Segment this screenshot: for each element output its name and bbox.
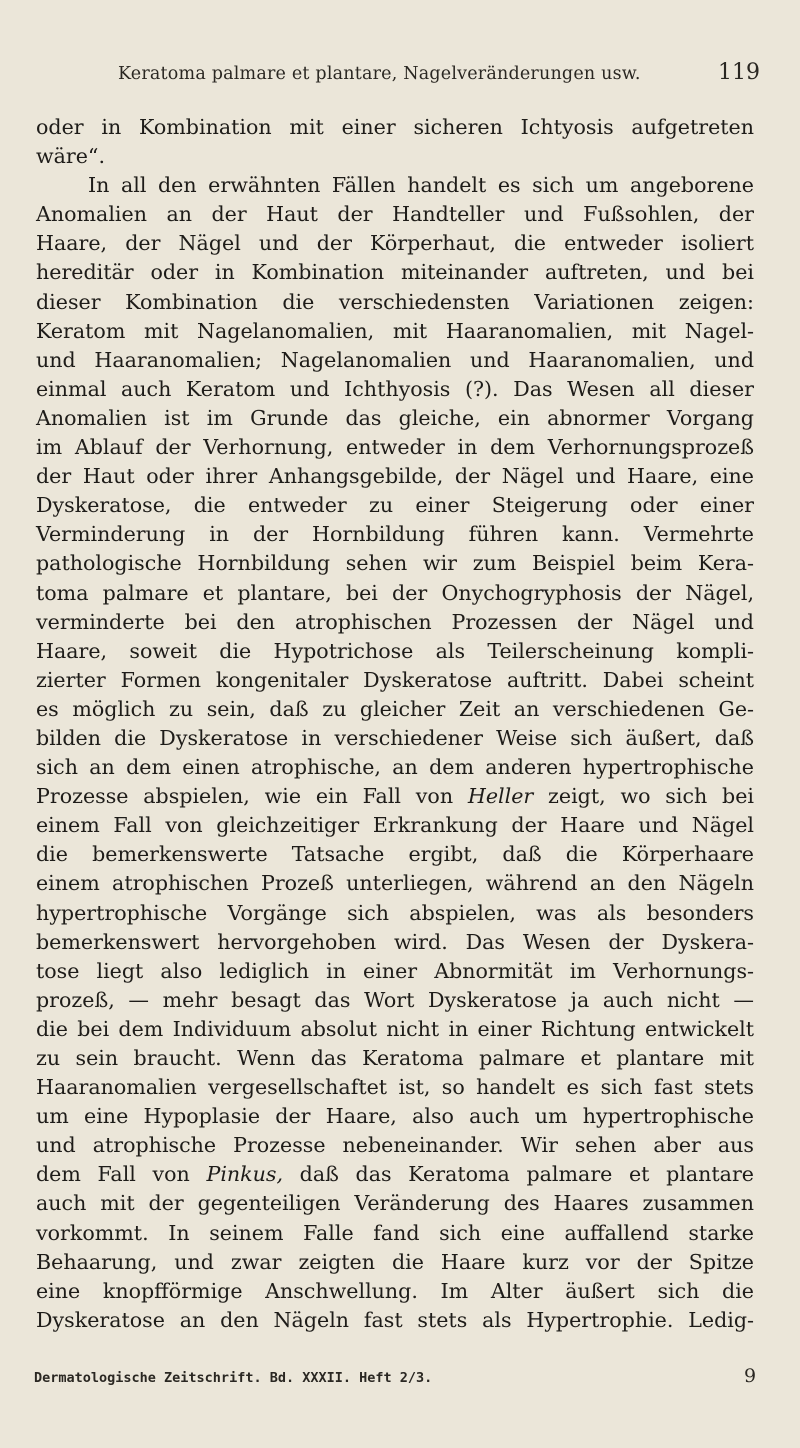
text-segment: zu sein braucht. Wenn das Keratoma palmare et plantare mit — [36, 1046, 754, 1070]
text-segment: daß das Keratoma palmare et plantare — [283, 1162, 754, 1187]
text-line — [36, 1306, 754, 1335]
text-segment: zeigt, wo sich bei — [533, 784, 754, 809]
text-segment: vorkommt. In seinem Falle fand sich eine auffallend starke — [36, 1220, 754, 1245]
text-line — [36, 1189, 754, 1218]
text-segment: verminderte bei den atrophischen Prozessen der Nägel und — [36, 609, 754, 634]
text-segment: Verminderung in der Hornbildung führen kann. Vermehrte — [36, 522, 754, 547]
text-line — [36, 724, 754, 753]
text-segment: einem atrophischen Prozeß unterliegen, während an den Nägeln — [36, 871, 754, 896]
text-segment: einmal auch Keratom und Ichthyosis (?). Das Wesen all dieser — [36, 376, 754, 401]
text-line — [36, 433, 754, 462]
text-segment: Haare, der Nägel und der Körperhaut, die entweder isoliert — [36, 231, 754, 256]
cited-author: Heller — [467, 784, 534, 809]
text-line — [36, 1160, 754, 1189]
text-line — [36, 491, 754, 520]
text-segment: bilden die Dyskeratose in verschiedener Weise sich äußert, daß — [36, 725, 754, 750]
text-segment: auch mit der gegenteiligen Veränderung des Haares zusammen — [36, 1191, 754, 1216]
text-line — [36, 608, 754, 637]
text-segment: zierter Formen kongenitaler Dyskeratose auftritt. Dabei scheint — [36, 667, 754, 692]
text-line — [36, 317, 754, 346]
text-line — [36, 869, 754, 898]
text-segment: sich an dem einen atrophische, an dem anderen hypertrophische — [36, 755, 754, 780]
signature-mark: 9 — [744, 1365, 757, 1387]
text-segment: Anomalien an der Haut der Handteller und Fußsohlen, der — [36, 202, 754, 227]
text-line — [36, 549, 754, 578]
text-line — [36, 637, 754, 666]
text-line — [36, 695, 754, 724]
text-segment: und atrophische Prozesse nebeneinander. Wir sehen aber aus — [36, 1133, 754, 1158]
text-line — [36, 229, 754, 258]
text-segment: einem Fall von gleichzeitiger Erkrankung der Haare und Nägel — [36, 813, 754, 838]
text-segment: es möglich zu sein, daß zu gleicher Zeit an verschiedenen Ge- — [36, 696, 754, 721]
text-segment: Keratom mit Nagelanomalien, mit Haaranomalien, mit Nagel- — [36, 318, 754, 343]
text-line — [36, 753, 754, 782]
text-segment: eine knopfförmige Anschwellung. Im Alter äußert sich die — [36, 1278, 754, 1303]
text-line — [36, 520, 754, 549]
text-segment: oder in Kombination mit einer sicheren Ichtyosis aufgetreten — [36, 115, 754, 139]
text-segment: um eine Hypoplasie der Haare, also auch um hypertrophische — [36, 1104, 754, 1129]
text-line — [36, 1131, 754, 1160]
text-line — [36, 782, 754, 811]
text-segment: Behaarung, und zwar zeigten die Haare kurz vor der Spitze — [36, 1249, 754, 1274]
text-line — [36, 957, 754, 986]
text-segment: hypertrophische Vorgänge sich abspielen, was als besonders — [36, 900, 754, 925]
text-segment: Haare, soweit die Hypotrichose als Teilerscheinung kompli- — [36, 638, 754, 663]
text-segment: Dyskeratose, die entweder zu einer Steigerung oder einer — [36, 493, 754, 518]
text-line — [36, 1248, 754, 1277]
text-line — [36, 1219, 754, 1248]
text-line — [36, 142, 754, 171]
text-line — [36, 899, 754, 928]
text-line — [36, 375, 754, 404]
text-line — [36, 579, 754, 608]
text-line — [36, 811, 754, 840]
text-segment: und Haaranomalien; Nagelanomalien und Haaranomalien, und — [36, 347, 754, 372]
footer-journal-reference: Dermatologische Zeitschrift. Bd. XXXII. Heft 2/3. — [34, 1370, 433, 1386]
text-segment: hereditär oder in Kombination miteinander auftreten, und bei — [36, 260, 754, 285]
text-line — [36, 113, 754, 142]
text-segment: tose liegt also lediglich in einer Abnormität im Verhornungs- — [36, 958, 754, 983]
text-line — [36, 462, 754, 491]
text-segment: prozeß, — mehr besagt das Wort Dyskeratose ja auch nicht — — [36, 987, 754, 1012]
text-line — [36, 986, 754, 1015]
text-segment: In all den erwähnten Fällen handelt es sich um angeborene — [88, 173, 754, 198]
text-segment: Dyskeratose an den Nägeln fast stets als Hypertrophie. Ledig- — [36, 1307, 754, 1332]
text-segment: dem Fall von — [36, 1162, 207, 1187]
text-segment: die bemerkenswerte Tatsache ergibt, daß die Körperhaare — [36, 842, 754, 867]
cited-author: Pinkus, — [206, 1162, 284, 1187]
text-line — [36, 1073, 754, 1102]
text-segment: wäre“. — [36, 144, 106, 169]
text-segment: im Ablauf der Verhornung, entweder in dem Verhornungsprozeß — [36, 435, 754, 460]
body-text — [36, 113, 754, 1335]
text-segment: bemerkenswert hervorgehoben wird. Das Wesen der Dyskera- — [36, 929, 754, 954]
text-line — [36, 666, 754, 695]
text-line — [36, 404, 754, 433]
text-segment: Haaranomalien vergesellschaftet ist, so handelt es sich fast stets — [36, 1075, 754, 1100]
text-segment: pathologische Hornbildung sehen wir zum Beispiel beim Kera- — [36, 551, 754, 576]
text-line — [36, 840, 754, 869]
text-line — [36, 928, 754, 957]
text-segment: die bei dem Individuum absolut nicht in einer Richtung entwickelt — [36, 1016, 754, 1041]
text-line — [36, 171, 754, 200]
text-line — [36, 1102, 754, 1131]
text-line — [36, 1015, 754, 1044]
page-number: 119 — [718, 60, 760, 85]
text-segment: dieser Kombination die verschiedensten Variationen zeigen: — [36, 289, 754, 314]
text-segment: der Haut oder ihrer Anhangsgebilde, der Nägel und Haare, eine — [36, 464, 754, 489]
text-line — [36, 288, 754, 317]
text-line — [36, 1044, 754, 1073]
text-line — [36, 200, 754, 229]
text-segment: Anomalien ist im Grunde das gleiche, ein abnormer Vorgang — [36, 405, 754, 430]
text-line — [36, 1277, 754, 1306]
text-segment: toma palmare et plantare, bei der Onychogryphosis der Nägel, — [36, 580, 754, 605]
text-line — [36, 258, 754, 287]
text-segment: Prozesse abspielen, wie ein Fall von — [36, 784, 468, 809]
text-line — [36, 346, 754, 375]
running-head: Keratoma palmare et plantare, Nagelveränderungen usw. — [118, 64, 641, 84]
